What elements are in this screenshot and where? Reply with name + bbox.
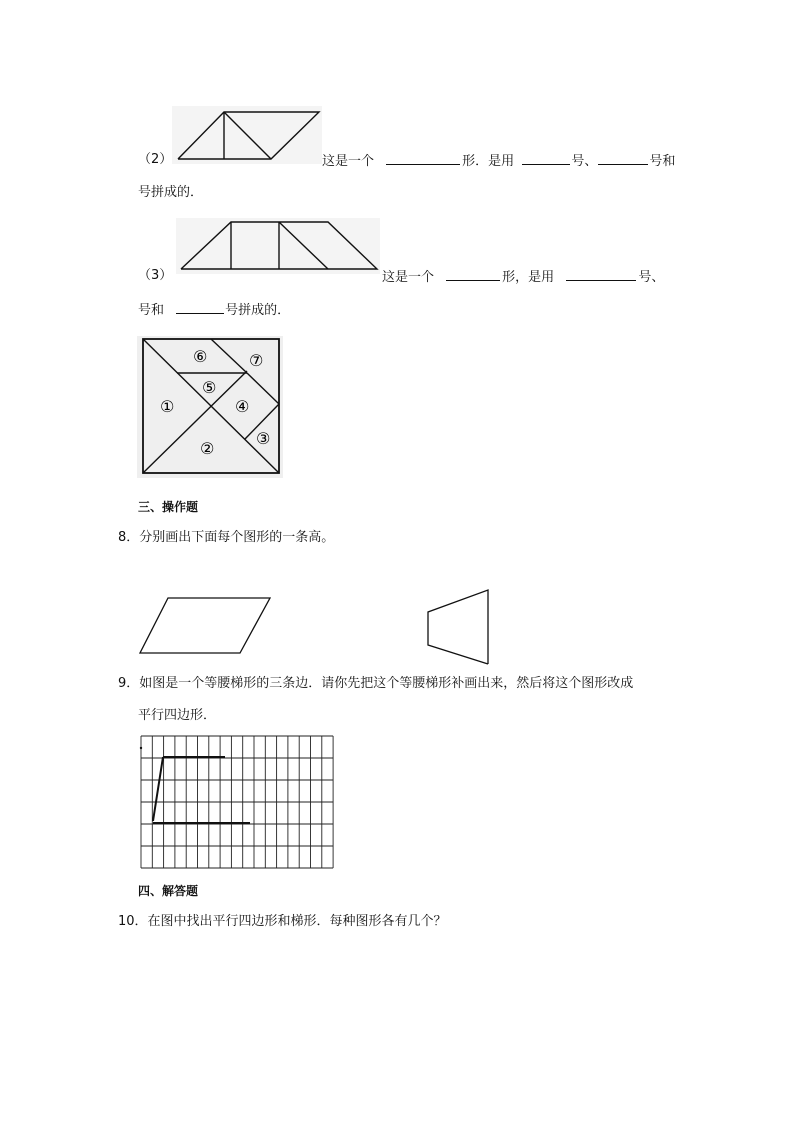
q3-sentence-cont xyxy=(138,301,290,319)
q3-label: （3） xyxy=(138,268,173,283)
tangram-piece-3: ③ xyxy=(256,429,271,448)
q8-parallelogram xyxy=(138,594,273,656)
q2-text-4: 号和 xyxy=(649,154,676,169)
q8-trapezoid xyxy=(422,587,492,667)
q3-text-1: 这是一个 xyxy=(382,270,435,285)
tangram-piece-4: ④ xyxy=(235,397,250,416)
q9-line-2: 平行四边形． xyxy=(138,708,217,723)
q2-text-1: 这是一个 xyxy=(322,154,375,169)
q2-sentence xyxy=(322,152,675,170)
q9-number: 9． xyxy=(118,676,140,691)
q2-blank-piece-1[interactable] xyxy=(522,152,570,165)
q10-question xyxy=(118,914,447,930)
section-3-title: 三、操作题 xyxy=(138,500,199,514)
q2-label: （2） xyxy=(138,152,173,167)
q3-blank-shape[interactable] xyxy=(446,268,500,281)
q10-text: 在图中找出平行四边形和梯形．每种图形各有几个？ xyxy=(147,914,447,929)
q2-blank-piece-2[interactable] xyxy=(598,152,648,165)
tangram-piece-6: ⑥ xyxy=(193,347,208,366)
q3-text-2: 形，是用 xyxy=(502,270,555,285)
q8-number: 8． xyxy=(118,530,140,545)
grid-lines xyxy=(141,736,333,868)
q3-text-3: 号、 xyxy=(638,270,665,285)
q8-question xyxy=(118,530,334,546)
tangram-piece-2: ② xyxy=(200,439,215,458)
q2-text-2: 形．是用 xyxy=(462,154,515,169)
tangram-piece-7: ⑦ xyxy=(249,351,264,370)
q8-text: 分别画出下面每个图形的一条高。 xyxy=(139,530,335,545)
q9-grid-figure[interactable] xyxy=(138,733,338,873)
q2-blank-shape[interactable] xyxy=(386,152,460,165)
q2-parallelogram-figure xyxy=(172,106,322,164)
q9-line-1: 如图是一个等腰梯形的三条边．请你先把这个等腰梯形补画出来，然后将这个图形改成 xyxy=(139,676,634,691)
q3-trapezoid-figure xyxy=(176,218,380,274)
q3-sentence xyxy=(382,268,664,286)
q2-text-5: 号拼成的． xyxy=(138,185,204,200)
q3-text-4: 号和 xyxy=(138,303,165,318)
q10-number: 10． xyxy=(118,914,148,929)
q2-text-3: 号、 xyxy=(571,154,598,169)
q3-blank-piece-2[interactable] xyxy=(176,301,224,314)
tangram-figure xyxy=(137,336,283,478)
q3-text-5: 号拼成的． xyxy=(225,303,291,318)
q3-blank-piece-1[interactable] xyxy=(566,268,636,281)
tangram-piece-5: ⑤ xyxy=(202,378,217,397)
tangram-piece-1: ① xyxy=(160,397,175,416)
section-4-title: 四、解答题 xyxy=(138,884,199,898)
q9-question-line-1 xyxy=(118,676,633,692)
